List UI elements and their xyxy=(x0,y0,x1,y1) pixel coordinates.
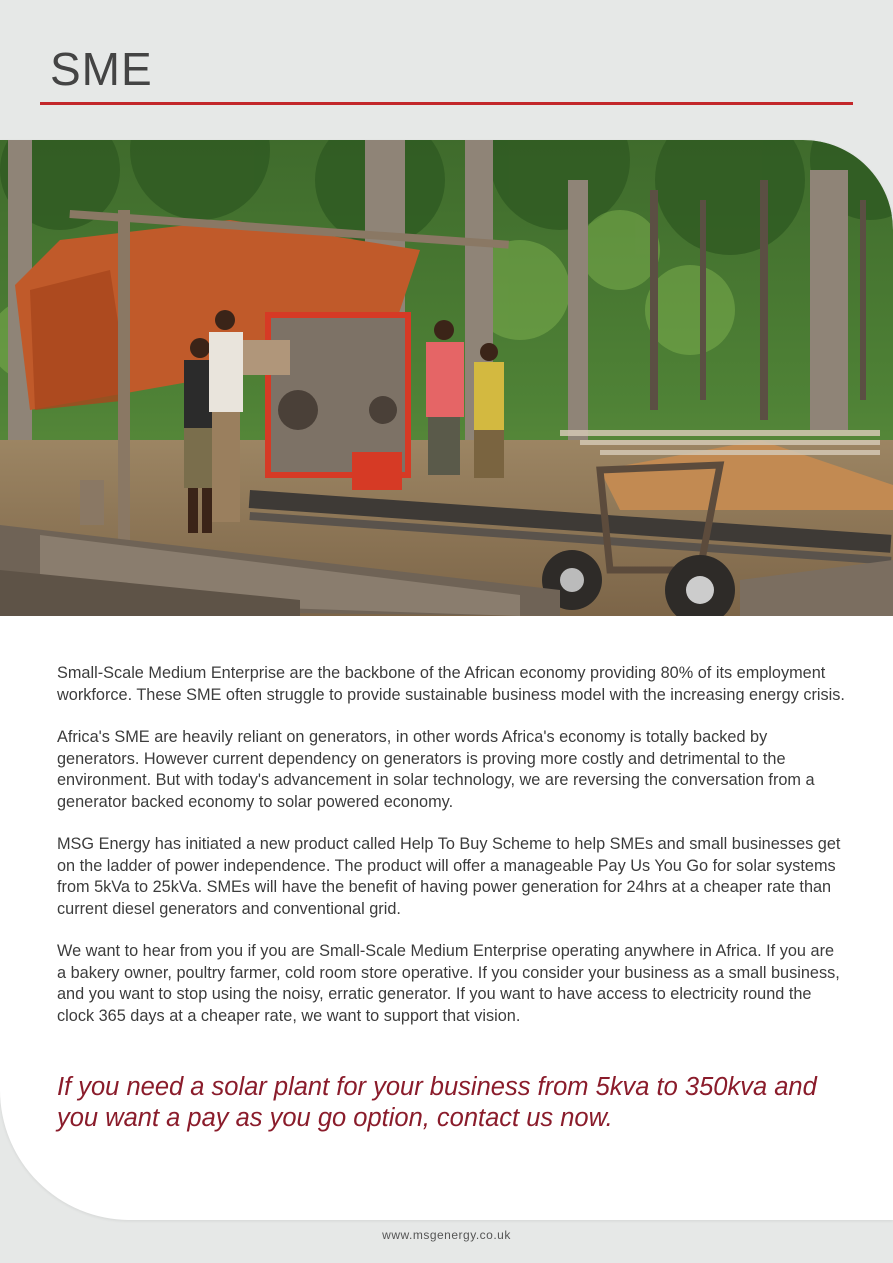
footer-website[interactable]: www.msgenergy.co.uk xyxy=(382,1228,511,1242)
paragraph: Small-Scale Medium Enterprise are the backbone of the African economy providing 80% of its employment workforce. These SME often struggle to provide sustainable business model with the increasing energy crisis. xyxy=(57,664,845,704)
paragraph: We want to hear from you if you are Small-Scale Medium Enterprise operating anywhere in Africa. If you are a bakery owner, poultry farmer, cold room store operative. If you consider your business as a small business, and you want to stop using the noisy, erratic generator. If you want to have access to electricity round the clock 365 days at a cheaper rate, we want to support that vision. xyxy=(57,942,840,1025)
content-card xyxy=(0,140,893,1220)
paragraph: Africa's SME are heavily reliant on generators, in other words Africa's economy is totally backed by generators. However current dependency on generators is proving more costly and detrimental to the environment. But with today's advancement in solar technology, we are reversing the conversation from a generator backed economy to solar powered economy. xyxy=(57,728,815,811)
title-divider xyxy=(40,102,853,105)
sawmill-photo xyxy=(0,140,893,616)
body-text xyxy=(57,663,847,1048)
page-title: SME xyxy=(50,43,153,95)
call-to-action: If you need a solar plant for your business from 5kva to 350kva and you want a pay as you go option, contact us now. xyxy=(57,1073,817,1132)
paragraph: MSG Energy has initiated a new product called Help To Buy Scheme to help SMEs and small businesses get on the ladder of power independence. The product will offer a manageable Pay Us You Go for solar systems from 5kVa to 25kVa. SMEs will have the benefit of having power generation for 24hrs at a cheaper rate than current diesel generators and conventional grid. xyxy=(57,835,841,918)
